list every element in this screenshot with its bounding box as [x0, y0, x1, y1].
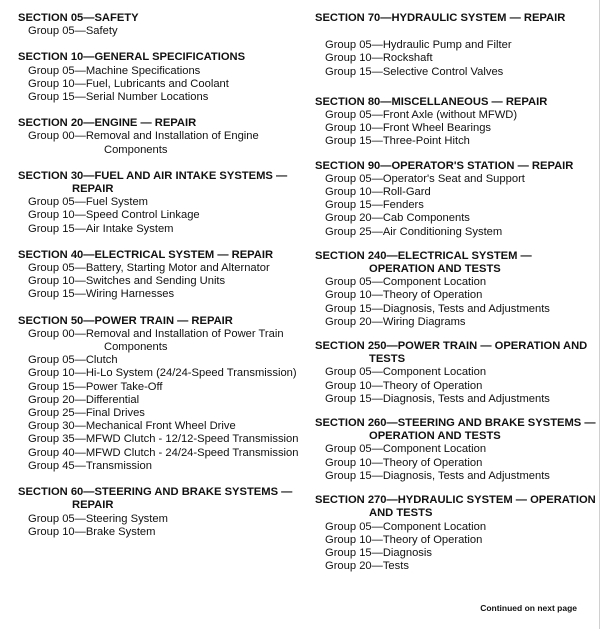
toc-section	[315, 494, 600, 573]
group-label: Group 10—Speed Control Linkage	[28, 209, 200, 222]
group-label: Group 10—Theory of Operation	[325, 289, 483, 302]
group-label: Group 05—Component Location	[325, 520, 487, 533]
group-label: Group 15—Power Take-Off	[28, 380, 163, 393]
group-label: Group 10—Fuel, Lubricants and Coolant	[28, 77, 229, 90]
group-entry	[18, 91, 303, 104]
group-entry	[18, 78, 303, 91]
group-entry	[18, 288, 303, 301]
group-label: Group 20—Cab Components	[325, 212, 470, 225]
section-title: SECTION 40—ELECTRICAL SYSTEM — REPAIR	[18, 248, 274, 261]
group-label: Group 05—Component Location	[325, 276, 487, 289]
group-label: Group 40—MFWD Clutch - 24/24-Speed Transmission	[28, 446, 299, 459]
group-entry	[315, 135, 600, 148]
toc-section	[315, 12, 600, 79]
group-entry	[18, 262, 303, 275]
section-title: SECTION 70—HYDRAULIC SYSTEM — REPAIR	[315, 12, 566, 24]
group-label: Group 15—Three-Point Hitch	[325, 135, 470, 148]
group-entry	[18, 513, 303, 526]
section-title: SECTION 05—SAFETY	[18, 12, 139, 24]
group-entry	[315, 366, 600, 379]
section-title: SECTION 20—ENGINE — REPAIR	[18, 117, 197, 130]
toc-section	[18, 249, 303, 302]
group-label: Group 10—Brake System	[28, 525, 156, 538]
group-label: Group 00—Removal and Installation of Power Train Components	[28, 327, 284, 354]
group-label: Group 15—Selective Control Valves	[325, 65, 504, 78]
group-label: Group 05—Component Location	[325, 443, 487, 456]
toc-section	[18, 315, 303, 473]
group-entry	[18, 25, 303, 38]
group-entry	[315, 443, 600, 456]
section-title: SECTION 250—POWER TRAIN — OPERATION AND TESTS	[315, 340, 588, 366]
group-label: Group 15—Diagnosis, Tests and Adjustments	[325, 469, 550, 482]
group-entry	[315, 39, 600, 52]
group-label: Group 10—Theory of Operation	[325, 379, 483, 392]
group-label: Group 05—Machine Specifications	[28, 64, 201, 77]
group-entry	[18, 130, 303, 156]
section-title: SECTION 90—OPERATOR'S STATION — REPAIR	[315, 159, 574, 172]
group-label: Group 05—Steering System	[28, 512, 168, 525]
group-entry	[315, 316, 600, 329]
group-entry	[315, 457, 600, 470]
group-label: Group 05—Clutch	[28, 354, 118, 367]
section-title: SECTION 30—FUEL AND AIR INTAKE SYSTEMS — REPAIR	[18, 169, 288, 196]
group-entry	[18, 526, 303, 539]
group-label: Group 10—Switches and Sending Units	[28, 275, 226, 288]
group-label: Group 20—Tests	[325, 560, 409, 573]
group-entry	[18, 196, 303, 209]
group-label: Group 20—Differential	[28, 393, 140, 406]
group-label: Group 15—Fenders	[325, 199, 424, 212]
group-entry	[315, 173, 600, 186]
toc-section	[18, 12, 303, 38]
group-entry	[315, 303, 600, 316]
group-label: Group 35—MFWD Clutch - 12/12-Speed Transmission	[28, 433, 299, 446]
group-label: Group 30—Mechanical Front Wheel Drive	[28, 420, 236, 433]
group-entry	[315, 276, 600, 289]
group-label: Group 05—Safety	[28, 25, 118, 38]
group-entry	[315, 289, 600, 302]
group-label: Group 05—Fuel System	[28, 196, 149, 209]
group-entry	[18, 275, 303, 288]
group-label: Group 15—Diagnosis, Tests and Adjustments	[325, 392, 550, 405]
group-label: Group 10—Rockshaft	[325, 52, 433, 65]
group-label: Group 10—Theory of Operation	[325, 456, 483, 469]
section-title: SECTION 80—MISCELLANEOUS — REPAIR	[315, 95, 548, 108]
group-label: Group 05—Battery, Starting Motor and Alternator	[28, 262, 270, 275]
group-entry	[18, 223, 303, 236]
group-label: Group 15—Diagnosis, Tests and Adjustments	[325, 302, 550, 315]
group-entry	[18, 209, 303, 222]
group-label: Group 15—Wiring Harnesses	[28, 288, 175, 301]
toc-section	[315, 250, 600, 329]
group-label: Group 10—Hi-Lo System (24/24-Speed Transmission)	[28, 367, 297, 380]
group-label: Group 10—Roll-Gard	[325, 186, 431, 199]
toc-section	[315, 340, 600, 406]
group-label: Group 15—Diagnosis	[325, 546, 432, 559]
group-entry	[315, 199, 600, 212]
group-entry	[315, 470, 600, 483]
toc-section	[18, 117, 303, 157]
continued-note: Continued on next page	[480, 603, 577, 613]
group-entry	[18, 460, 303, 473]
group-entry	[315, 186, 600, 199]
group-entry	[315, 122, 600, 135]
toc-section	[18, 486, 303, 539]
group-entry	[315, 109, 600, 122]
section-title: SECTION 270—HYDRAULIC SYSTEM — OPERATION AND TESTS	[315, 494, 596, 520]
toc-section	[315, 96, 600, 149]
group-entry	[18, 420, 303, 433]
toc-section	[315, 160, 600, 239]
toc-section	[18, 51, 303, 104]
group-entry	[18, 447, 303, 460]
group-label: Group 15—Air Intake System	[28, 222, 174, 235]
group-label: Group 10—Theory of Operation	[325, 533, 483, 546]
group-label: Group 25—Air Conditioning System	[325, 225, 503, 238]
group-entry	[18, 65, 303, 78]
group-entry	[18, 381, 303, 394]
section-title: SECTION 60—STEERING AND BRAKE SYSTEMS — REPAIR	[18, 486, 293, 512]
section-title: SECTION 240—ELECTRICAL SYSTEM — OPERATION AND TESTS	[315, 249, 532, 276]
group-entry	[18, 328, 303, 354]
toc-section	[315, 417, 600, 483]
group-entry	[18, 354, 303, 367]
group-entry	[315, 66, 600, 79]
section-title: SECTION 10—GENERAL SPECIFICATIONS	[18, 51, 246, 64]
left-column	[18, 12, 303, 539]
section-title: SECTION 260—STEERING AND BRAKE SYSTEMS — OPERATION AND TESTS	[315, 417, 596, 443]
group-entry	[315, 212, 600, 225]
group-entry	[18, 367, 303, 380]
group-label: Group 05—Operator's Seat and Support	[325, 172, 525, 185]
group-label: Group 05—Hydraulic Pump and Filter	[325, 39, 512, 52]
group-entry	[18, 407, 303, 420]
group-entry	[315, 226, 600, 239]
group-entry	[315, 52, 600, 65]
group-entry	[18, 433, 303, 446]
group-label: Group 05—Component Location	[325, 366, 487, 379]
group-entry	[315, 534, 600, 547]
right-column	[315, 12, 600, 573]
group-label: Group 00—Removal and Installation of Engine Components	[28, 130, 259, 156]
group-label: Group 15—Serial Number Locations	[28, 91, 209, 104]
group-entry	[315, 521, 600, 534]
group-entry	[18, 394, 303, 407]
group-label: Group 05—Front Axle (without MFWD)	[325, 109, 518, 122]
group-entry	[315, 393, 600, 406]
group-label: Group 45—Transmission	[28, 459, 152, 472]
section-title: SECTION 50—POWER TRAIN — REPAIR	[18, 314, 233, 327]
group-label: Group 25—Final Drives	[28, 407, 145, 420]
group-entry	[315, 380, 600, 393]
group-entry	[315, 560, 600, 573]
group-label: Group 20—Wiring Diagrams	[325, 315, 466, 328]
group-entry	[315, 547, 600, 560]
group-label: Group 10—Front Wheel Bearings	[325, 122, 492, 135]
toc-section	[18, 170, 303, 236]
